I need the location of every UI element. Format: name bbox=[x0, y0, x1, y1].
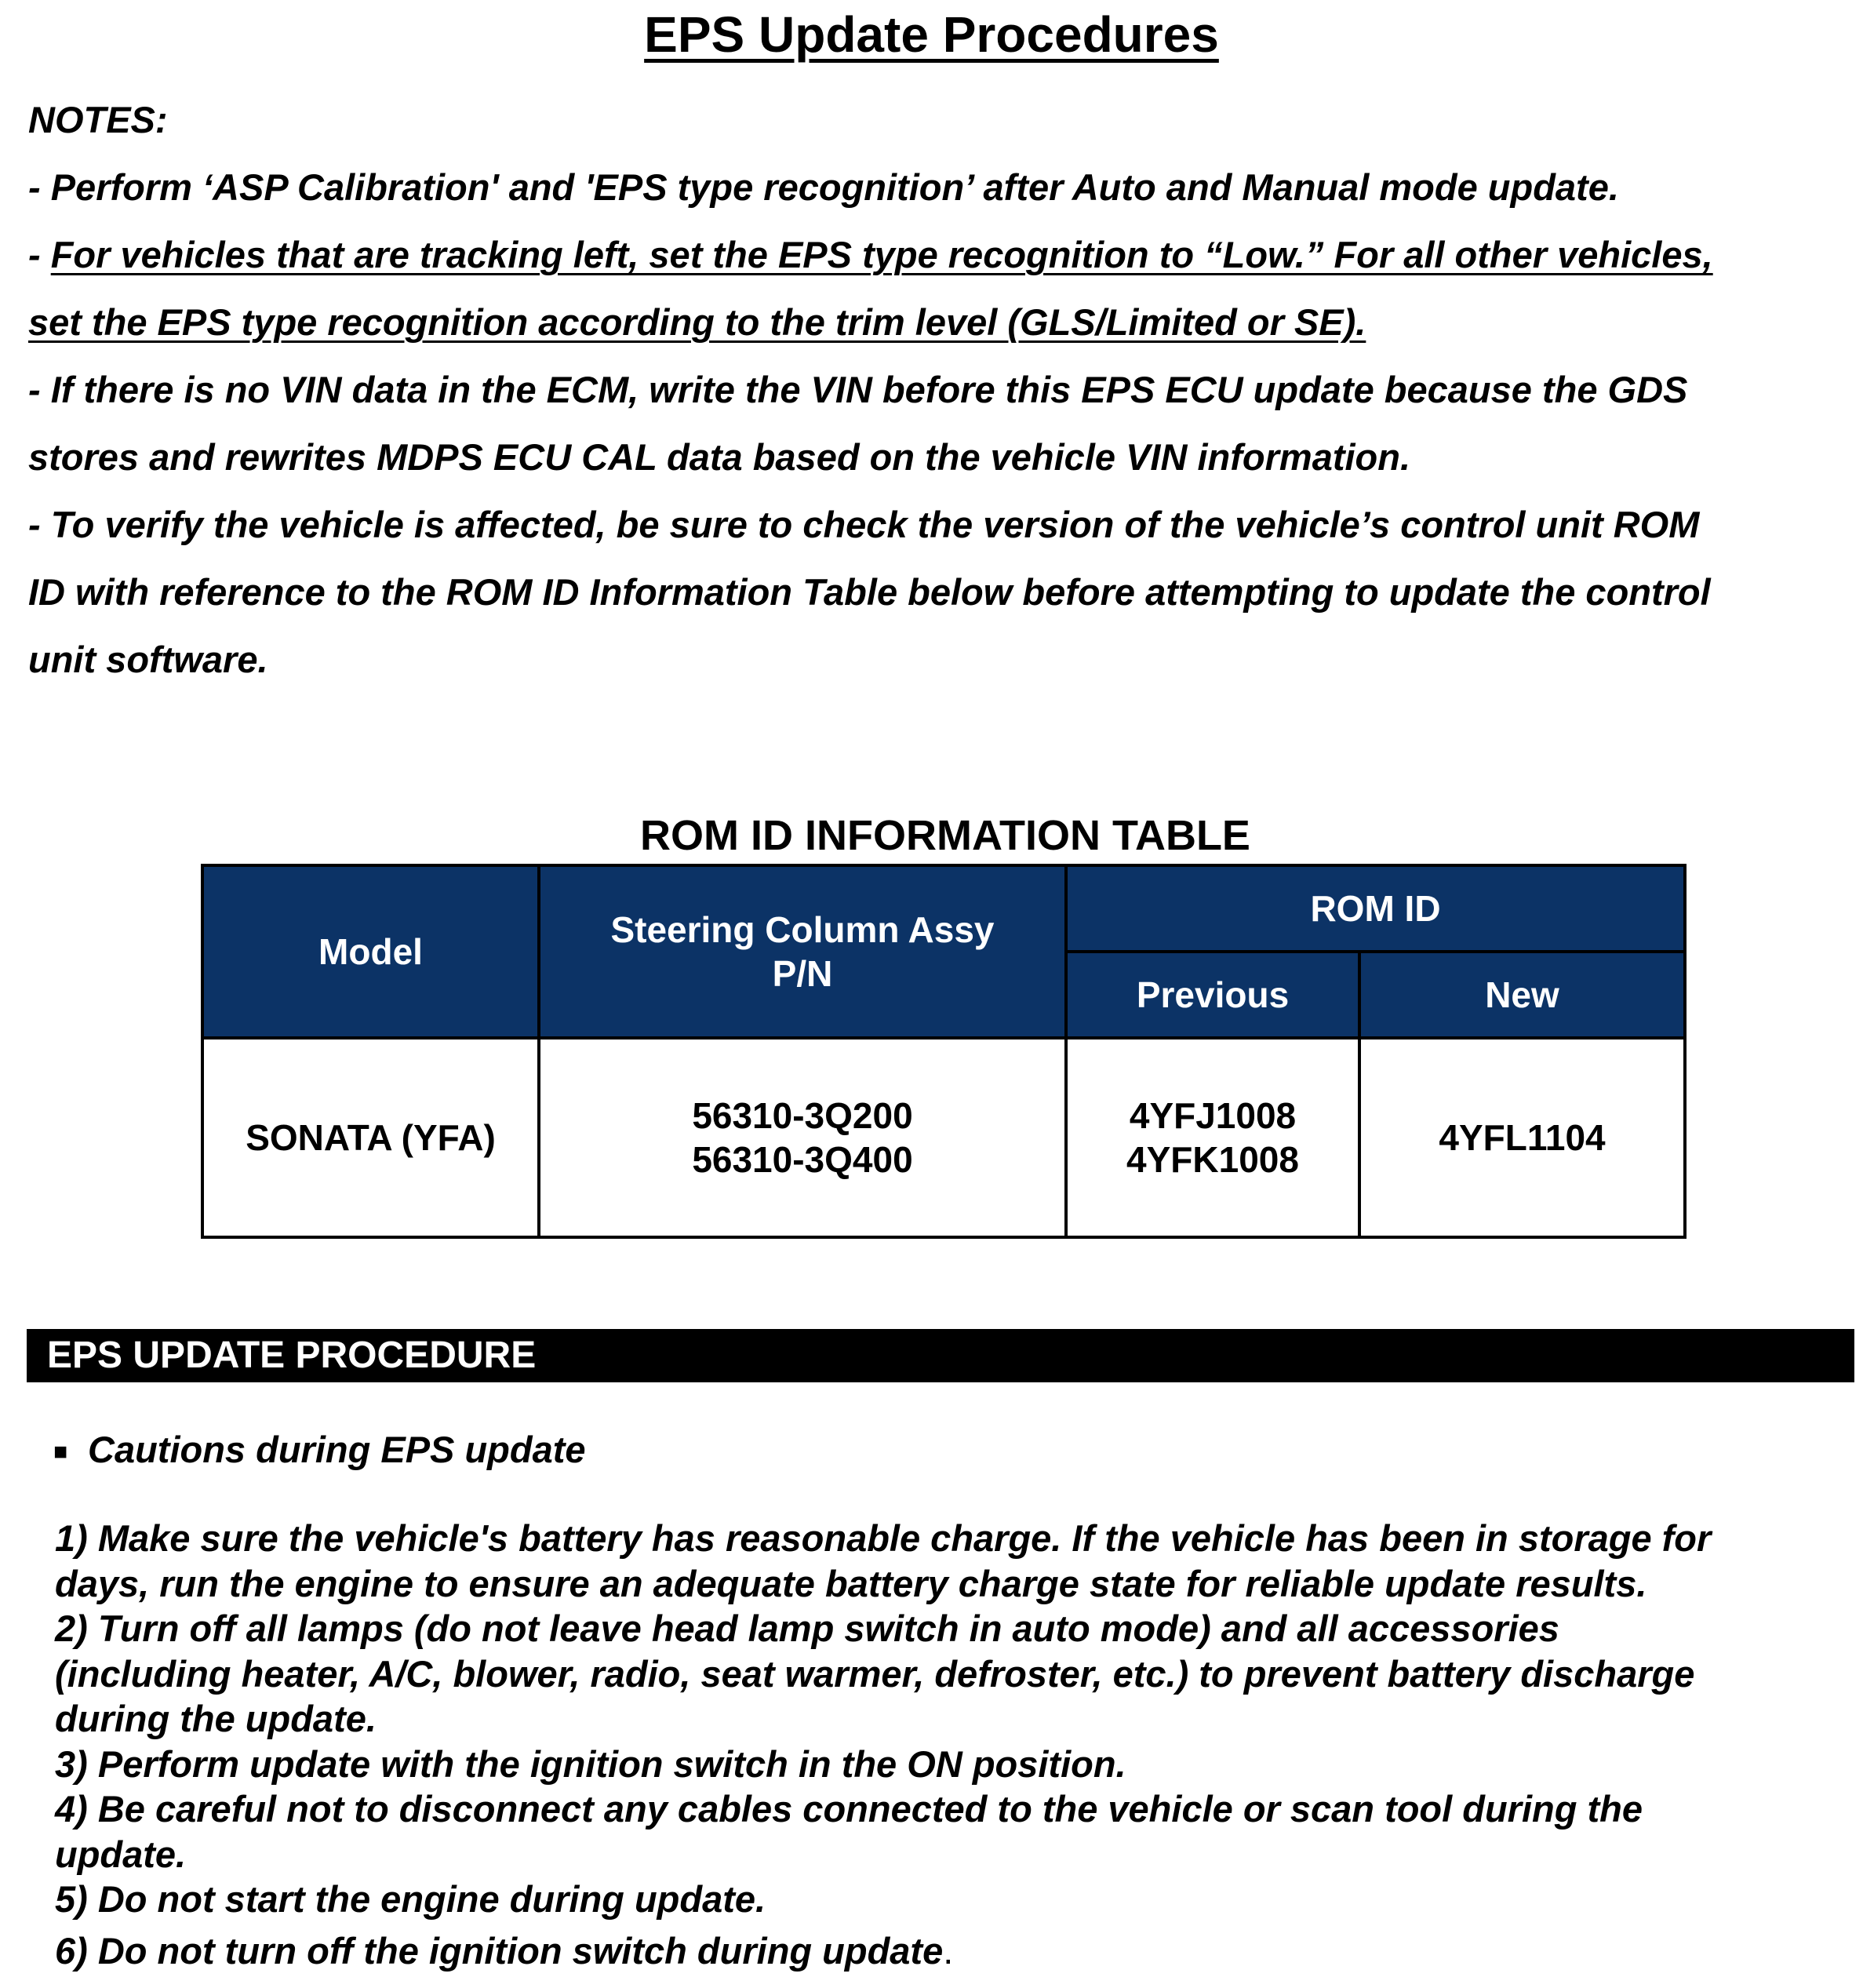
cell-part-numbers: 56310-3Q200 56310-3Q400 bbox=[539, 1038, 1066, 1237]
notes-heading: NOTES: bbox=[28, 99, 168, 140]
caution-4-line1: 4) Be careful not to disconnect any cables connected to the vehicle or scan tool during the bbox=[55, 1788, 1643, 1830]
header-steering-column-assy: Steering Column Assy P/N bbox=[539, 865, 1066, 1038]
table-header-row bbox=[202, 865, 1685, 952]
caution-5: 5) Do not start the engine during update. bbox=[55, 1878, 766, 1920]
square-bullet-icon: ■ bbox=[53, 1439, 68, 1465]
header-model: Model bbox=[202, 865, 539, 1038]
rom-id-table bbox=[201, 864, 1687, 1239]
note-verify-line3: unit software. bbox=[28, 639, 268, 680]
note-verify-line1: - To verify the vehicle is affected, be sure to check the version of the vehicle’s control unit ROM bbox=[28, 504, 1700, 545]
cell-new-rom-id: 4YFL1104 bbox=[1359, 1038, 1685, 1237]
page-title: EPS Update Procedures bbox=[644, 6, 1219, 63]
header-new: New bbox=[1359, 952, 1685, 1038]
note-verify-line2: ID with reference to the ROM ID Information Table below before attempting to update the control bbox=[28, 571, 1711, 613]
cell-previous-rom-id: 4YFJ1008 4YFK1008 bbox=[1066, 1038, 1359, 1237]
caution-1-line2: days, run the engine to ensure an adequate battery charge state for reliable update results. bbox=[55, 1562, 1647, 1604]
caution-3: 3) Perform update with the ignition switch in the ON position. bbox=[55, 1742, 1126, 1785]
table-row bbox=[202, 1038, 1685, 1237]
caution-4-line2: update. bbox=[55, 1833, 187, 1875]
note-tracking-left-emphasis: For vehicles that are tracking left, set the EPS type recognition to “Low.” For all other vehicles, bbox=[50, 234, 1713, 275]
cautions-list bbox=[55, 1516, 1859, 1973]
note-tracking-left-line1: - For vehicles that are tracking left, set the EPS type recognition to “Low.” For all other vehicles, bbox=[28, 234, 1713, 275]
caution-2-line2: (including heater, A/C, blower, radio, seat warmer, defroster, etc.) to prevent battery discharge bbox=[55, 1652, 1695, 1695]
cautions-heading: ■ Cautions during EPS update bbox=[53, 1426, 586, 1476]
note-asp-calibration: - Perform ‘ASP Calibration' and 'EPS type recognition’ after Auto and Manual mode update. bbox=[28, 166, 1619, 208]
cell-model: SONATA (YFA) bbox=[202, 1038, 539, 1237]
rom-table-title: ROM ID INFORMATION TABLE bbox=[640, 812, 1250, 859]
caution-6: 6) Do not turn off the ignition switch during update. bbox=[55, 1929, 954, 1972]
caution-1-line1: 1) Make sure the vehicle's battery has reasonable charge. If the vehicle has been in storage for bbox=[55, 1517, 1712, 1559]
caution-2-line1: 2) Turn off all lamps (do not leave head lamp switch in auto mode) and all accessories bbox=[55, 1608, 1559, 1649]
section-header-eps-update-procedure: EPS UPDATE PROCEDURE bbox=[27, 1329, 1854, 1382]
notes-section bbox=[28, 86, 1856, 694]
note-vin-line2: stores and rewrites MDPS ECU CAL data based on the vehicle VIN information. bbox=[28, 436, 1411, 478]
header-rom-id: ROM ID bbox=[1066, 865, 1685, 952]
header-previous: Previous bbox=[1066, 952, 1359, 1038]
note-tracking-left-line2: set the EPS type recognition according to the trim level (GLS/Limited or SE). bbox=[28, 301, 1366, 343]
caution-2-line3: during the update. bbox=[55, 1698, 377, 1739]
note-vin-line1: - If there is no VIN data in the ECM, write the VIN before this EPS ECU update because the GDS bbox=[28, 369, 1688, 410]
